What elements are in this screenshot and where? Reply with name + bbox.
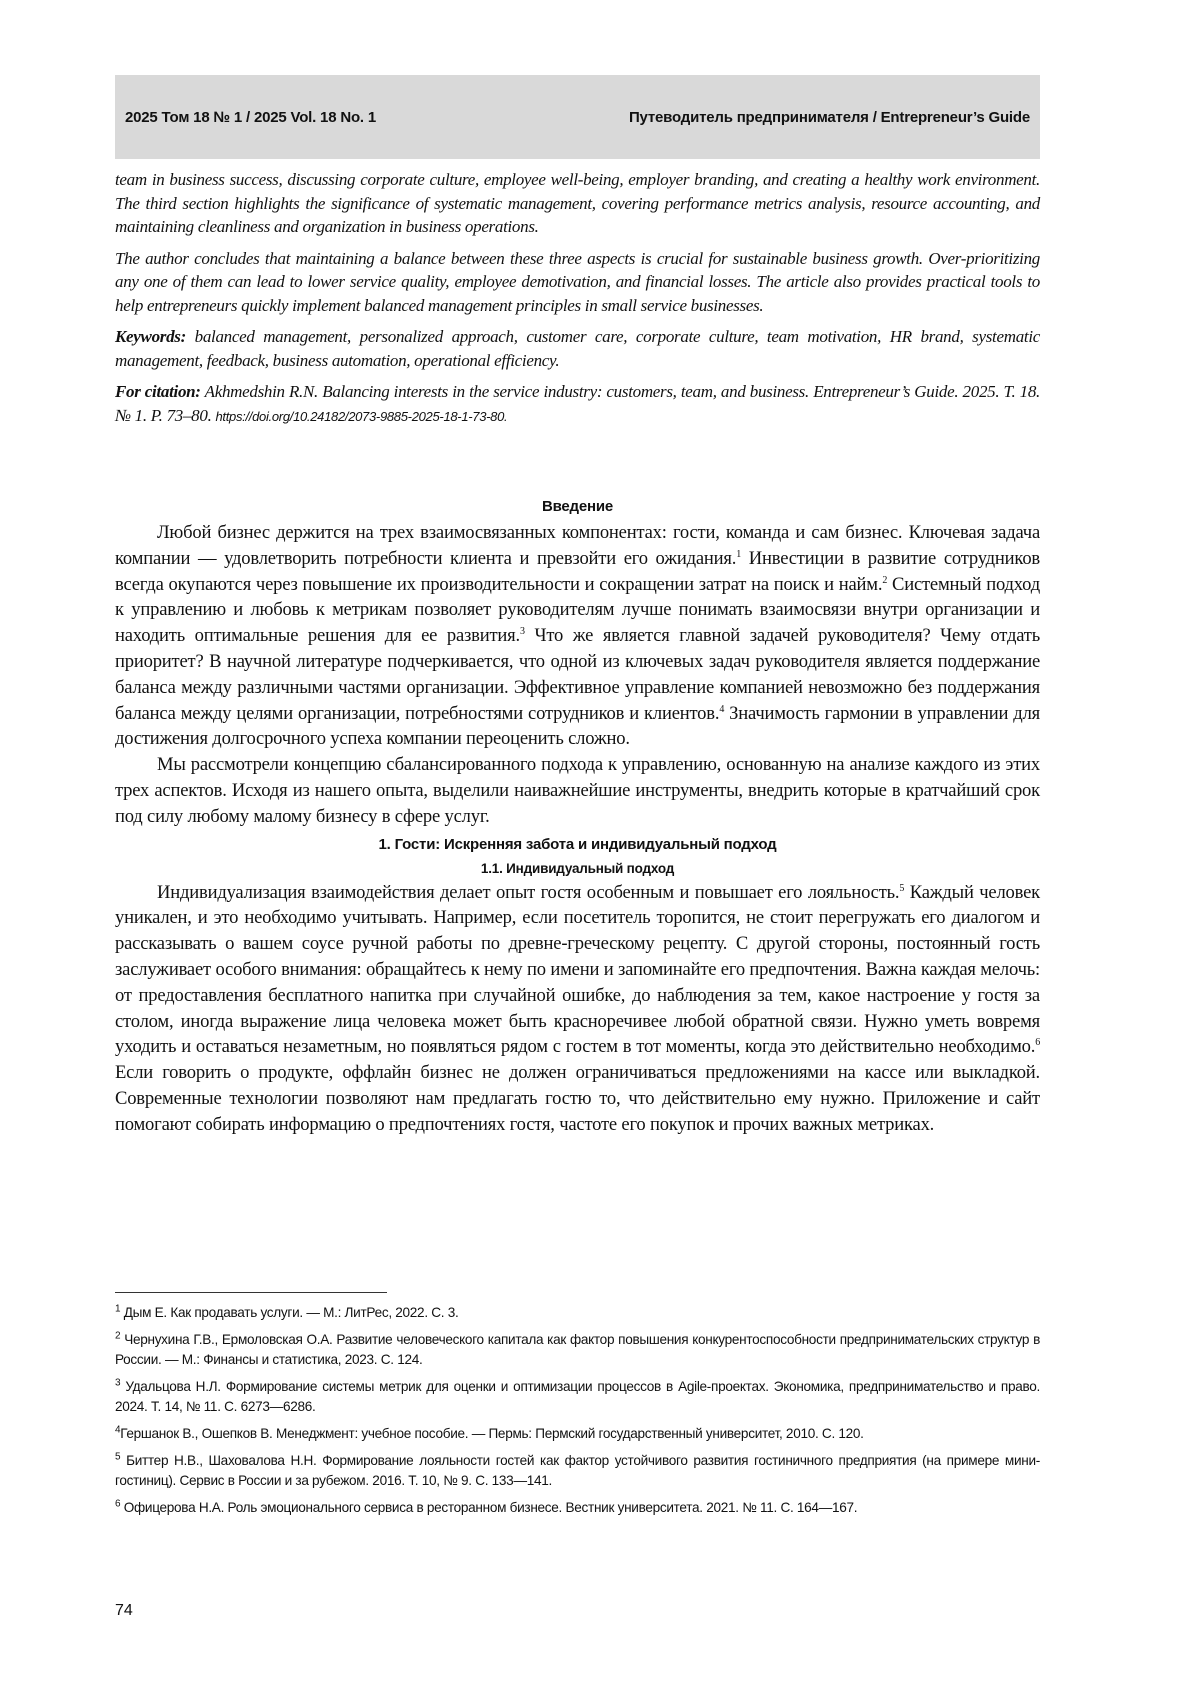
footnote-text: Удальцова Н.Л. Формирование системы метрик для оценки и оптимизации процессов в Agile-проектах. Экономика, предпринимательство и право. 2024. Т. 14, № 11. С. 6273—6286. [115,1379,1040,1414]
footnote-number: 5 [115,1451,120,1462]
body-paragraph [115,880,1040,1138]
text-segment: Любой бизнес держится на трех взаимосвязанных компонентах: гости, команда и сам бизнес. Ключевая задача компании — удовлетворить потребности клиента и превзойти его ожидания. [115,522,1040,569]
abstract-paragraph: The author concludes that maintaining a balance between these three aspects is crucial for sustainable business growth. Over-prioritizing any one of them can lead to lower service quality, employee demotivation, and financial losses. The article also provides practical tools to help entrepreneurs quickly implement balanced management principles in small service businesses. [115,247,1040,318]
abstract [115,168,1040,436]
text-segment: Что же является главной задачей руководителя? Чему отдать приоритет? В научной литературе подчеркивается, что одной из ключевых задач руководителя является поддержание баланса между различными частями организации. Эффективное управление компанией невозможно без поддержания баланса между целями организации, потребностями сотрудников и клиентов. [115,625,1040,723]
footnote-ref[interactable]: 1 [736,549,741,560]
keywords [115,325,1040,372]
keywords-text: balanced management, personalized approach, customer care, corporate culture, team motivation, HR brand, systematic management, feedback, business automation, operational efficiency. [115,327,1040,370]
section-heading-intro: Введение [115,494,1040,520]
footnote-text: Дым Е. Как продавать услуги. — М.: ЛитРес, 2022. С. 3. [120,1305,458,1320]
footnote-ref[interactable]: 2 [882,574,887,585]
citation-label: For citation: [115,382,201,401]
footnote-number: 4 [115,1424,120,1435]
abstract-paragraph: team in business success, discussing corporate culture, employee well-being, employer branding, and creating a healthy work environment. The third section highlights the significance of systematic management, covering performance metrics analysis, resource accounting, and maintaining cleanliness and organization in business operations. [115,168,1040,239]
text-segment: Значимость гармонии в управлении для достижения долгосрочного успеха компании переоценить сложно. [115,703,1040,750]
citation-text: Akhmedshin R.N. Balancing interests in the service industry: customers, team, and business. Entrepreneur’s Guide. 2025. T. 18. № 1. P. 73–80. [115,382,1040,425]
footnote [115,1498,1040,1518]
section-heading-1: 1. Гости: Искренняя забота и индивидуальный подход [115,832,1040,858]
text-segment: Инвестиции в развитие сотрудников всегда окупаются через повышение их производительности и сокращении затрат на поиск и найм. [115,548,1040,595]
footnote-number: 3 [115,1377,120,1388]
footnote [115,1303,1040,1323]
text-segment: Каждый человек уникален, и это необходимо учитывать. Например, если посетитель торопится, не стоит перегружать его диалогом и рассказывать о вашем соусе ручной работы по древне-греческому рецепту. С другой стороны, постоянный гость заслуживает особого внимания: обращайтесь к нему по имени и запоминайте его предпочтения. Важна каждая мелочь: от предоставления бесплатного напитка при случайной ошибке, до наблюдения за тем, какое настроение у гостя за столом, иногда выражение лица человека может быть красноречивее любой обратной связи. Нужно уметь вовремя уходить и оставаться незаметным, но появляться рядом с гостем в тот моменты, когда это действительно необходимо. [115,882,1040,1058]
footnote-text: Офицерова Н.А. Роль эмоционального сервиса в ресторанном бизнесе. Вестник университета. 2021. № 11. С. 164—167. [120,1500,857,1515]
text-segment: Системный подход к управлению и любовь к метрикам позволяет руководителям лучше понимать взаимосвязи внутри организации и находить оптимальные решения для ее развития. [115,574,1040,647]
text-segment: Мы рассмотрели концепцию сбалансированного подхода к управлению, основанную на анализе каждого из этих трех аспектов. Исходя из нашего опыта, выделили наиважнейшие инструменты, внедрить которые в кратчайший срок под силу любому малому бизнесу в сфере услуг. [115,754,1040,827]
footnote-number: 6 [115,1498,120,1509]
footnote-text: Гершанок В., Ошепков В. Менеджмент: учебное пособие. — Пермь: Пермский государственный университет, 2010. С. 120. [120,1426,863,1441]
footnote [115,1377,1040,1417]
footnote-number: 2 [115,1330,120,1341]
footnotes [115,1303,1040,1525]
body-paragraph [115,520,1040,752]
journal-page [0,0,1200,1697]
footnote-ref[interactable]: 4 [719,703,724,714]
footnote-number: 1 [115,1303,120,1314]
footnote [115,1424,1040,1444]
footnote-ref[interactable]: 6 [1035,1037,1040,1048]
running-header [115,75,1040,159]
subsection-heading-1-1: 1.1. Индивидуальный подход [115,858,1040,880]
text-segment: Индивидуализация взаимодействия делает опыт гостя особенным и повышает его лояльность. [157,882,899,903]
footnote-text: Биттер Н.В., Шаховалова Н.Н. Формирование лояльности гостей как фактор устойчивого развития гостиничного предприятия (на примере мини-гостиниц). Сервис в России и за рубежом. 2016. Т. 10, № 9. С. 133—141. [115,1453,1040,1488]
footnote-ref[interactable]: 3 [520,626,525,637]
footnote [115,1330,1040,1370]
body-paragraph [115,752,1040,829]
page-number: 74 [115,1602,133,1620]
article-body [115,492,1040,1138]
citation [115,380,1040,428]
footnote-text: Чернухина Г.В., Ермоловская О.А. Развитие человеческого капитала как фактор повышения конкурентоспособности предпринимательских структур в России. — М.: Финансы и статистика, 2023. С. 124. [115,1332,1040,1367]
text-segment: Если говорить о продукте, оффлайн бизнес не должен ограничиваться предложениями на кассе или выкладкой. Современные технологии позволяют нам предлагать гостю то, что действительно ему нужно. Приложение и сайт помогают собирать информацию о предпочтениях гостя, частоте его покупок и прочих важных метриках. [115,1062,1040,1135]
keywords-label: Keywords: [115,327,186,346]
issue-info: 2025 Том 18 № 1 / 2025 Vol. 18 No. 1 [125,109,376,126]
doi-link[interactable]: https://doi.org/10.24182/2073-9885-2025-18-1-73-80. [215,409,507,424]
footnote [115,1451,1040,1491]
footnote-ref[interactable]: 5 [899,882,904,893]
journal-title: Путеводитель предпринимателя / Entrepreneur’s Guide [629,109,1030,126]
footnote-divider [115,1292,387,1293]
